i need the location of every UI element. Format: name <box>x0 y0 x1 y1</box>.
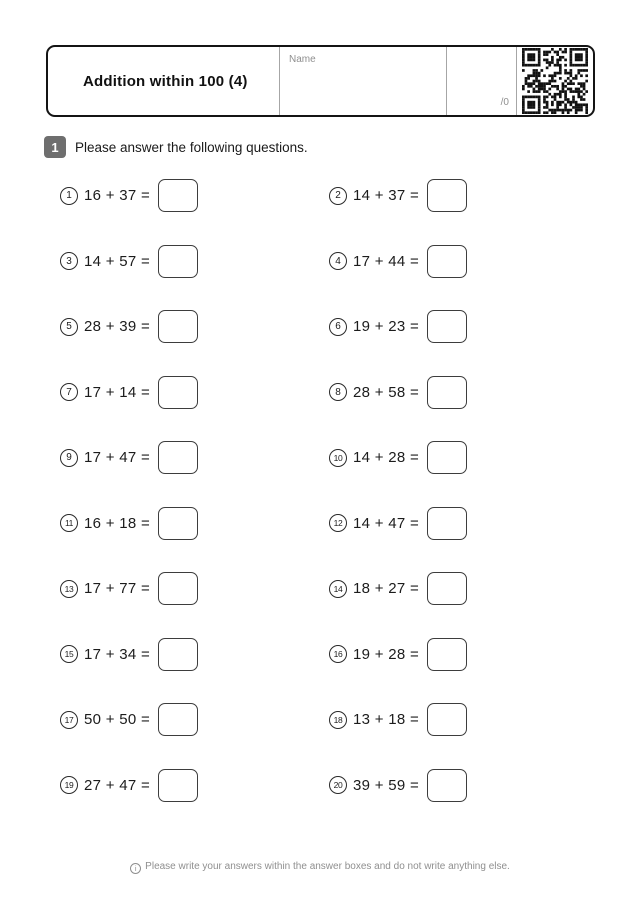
answer-box[interactable] <box>158 703 198 736</box>
problem-expression: 17 + 34 = <box>84 645 151 663</box>
problem-expression: 17 + 14 = <box>84 383 151 401</box>
problem-item <box>60 309 329 344</box>
problem-item <box>60 178 329 213</box>
problem-item <box>60 506 329 541</box>
problem-expression: 28 + 39 = <box>84 318 151 335</box>
answer-box[interactable] <box>427 310 467 343</box>
answer-box[interactable] <box>427 507 467 540</box>
name-label: Name <box>289 54 316 65</box>
problem-item <box>60 375 329 410</box>
problem-number: 3 <box>60 252 78 270</box>
answer-box[interactable] <box>158 376 198 409</box>
problem-item <box>60 637 329 672</box>
problem-number: 18 <box>329 711 347 729</box>
problem-number: 15 <box>60 645 78 663</box>
problem-number: 7 <box>60 383 78 401</box>
problem-number: 1 <box>60 187 78 205</box>
problem-item <box>329 178 640 213</box>
problem-expression: 19 + 23 = <box>353 318 420 335</box>
score-cell <box>447 47 517 115</box>
problem-expression: 17 + 47 = <box>84 449 151 466</box>
problem-item <box>329 440 640 475</box>
problem-item <box>329 702 640 737</box>
answer-box[interactable] <box>427 179 467 212</box>
problem-expression: 16 + 18 = <box>84 514 151 532</box>
section-instruction: Please answer the following questions. <box>75 139 308 155</box>
problem-number: 5 <box>60 318 78 336</box>
problem-expression: 39 + 59 = <box>353 776 420 794</box>
answer-box[interactable] <box>158 179 198 212</box>
problem-number: 14 <box>329 580 347 598</box>
problem-item <box>329 309 640 344</box>
problem-expression: 17 + 44 = <box>353 252 420 270</box>
answer-box[interactable] <box>427 703 467 736</box>
problem-number: 6 <box>329 318 347 336</box>
problem-expression: 14 + 37 = <box>353 187 420 204</box>
answer-box[interactable] <box>158 638 198 671</box>
answer-box[interactable] <box>158 769 198 802</box>
problem-number: 12 <box>329 514 347 532</box>
problem-expression: 28 + 58 = <box>353 383 420 401</box>
page-title: Addition within 100 (4) <box>83 72 248 90</box>
answer-box[interactable] <box>427 769 467 802</box>
problem-expression: 14 + 47 = <box>353 514 420 532</box>
problem-number: 8 <box>329 383 347 401</box>
problem-expression: 16 + 37 = <box>84 187 151 204</box>
problem-item <box>60 768 329 803</box>
problem-item <box>60 440 329 475</box>
answer-box[interactable] <box>427 245 467 278</box>
section-heading <box>44 136 308 158</box>
problem-number: 13 <box>60 580 78 598</box>
name-field[interactable] <box>280 47 447 115</box>
problem-item <box>329 571 640 606</box>
answer-box[interactable] <box>158 245 198 278</box>
problem-item <box>329 375 640 410</box>
problem-item <box>329 506 640 541</box>
problem-expression: 27 + 47 = <box>84 776 151 794</box>
problem-expression: 13 + 18 = <box>353 711 420 728</box>
footer-note-row <box>0 861 640 874</box>
answer-box[interactable] <box>427 441 467 474</box>
problem-expression: 19 + 28 = <box>353 645 420 663</box>
problem-number: 17 <box>60 711 78 729</box>
section-number-badge: 1 <box>44 136 66 158</box>
problem-item <box>60 244 329 279</box>
answer-box[interactable] <box>427 572 467 605</box>
problem-item <box>60 571 329 606</box>
problem-number: 20 <box>329 776 347 794</box>
answer-box[interactable] <box>427 376 467 409</box>
qr-cell <box>517 47 593 115</box>
answer-box[interactable] <box>158 441 198 474</box>
answer-box[interactable] <box>158 507 198 540</box>
problem-expression: 18 + 27 = <box>353 580 420 597</box>
problem-expression: 17 + 77 = <box>84 580 151 597</box>
answer-box[interactable] <box>158 310 198 343</box>
title-cell <box>48 47 280 115</box>
problem-item <box>329 768 640 803</box>
problem-item <box>329 244 640 279</box>
problem-number: 10 <box>329 449 347 467</box>
problem-item <box>60 702 329 737</box>
problem-expression: 14 + 57 = <box>84 252 151 270</box>
problems-grid <box>60 178 640 833</box>
answer-box[interactable] <box>158 572 198 605</box>
problem-number: 2 <box>329 187 347 205</box>
info-icon: i <box>130 863 141 874</box>
problem-expression: 14 + 28 = <box>353 449 420 466</box>
problem-number: 11 <box>60 514 78 532</box>
problem-number: 16 <box>329 645 347 663</box>
problem-expression: 50 + 50 = <box>84 711 151 728</box>
answer-box[interactable] <box>427 638 467 671</box>
problem-number: 4 <box>329 252 347 270</box>
problem-number: 9 <box>60 449 78 467</box>
score-label: /0 <box>500 97 509 108</box>
worksheet-header <box>46 45 595 117</box>
problem-number: 19 <box>60 776 78 794</box>
qr-code-icon <box>522 48 588 114</box>
footer-note: Please write your answers within the answer boxes and do not write anything else. <box>145 861 510 872</box>
problem-item <box>329 637 640 672</box>
